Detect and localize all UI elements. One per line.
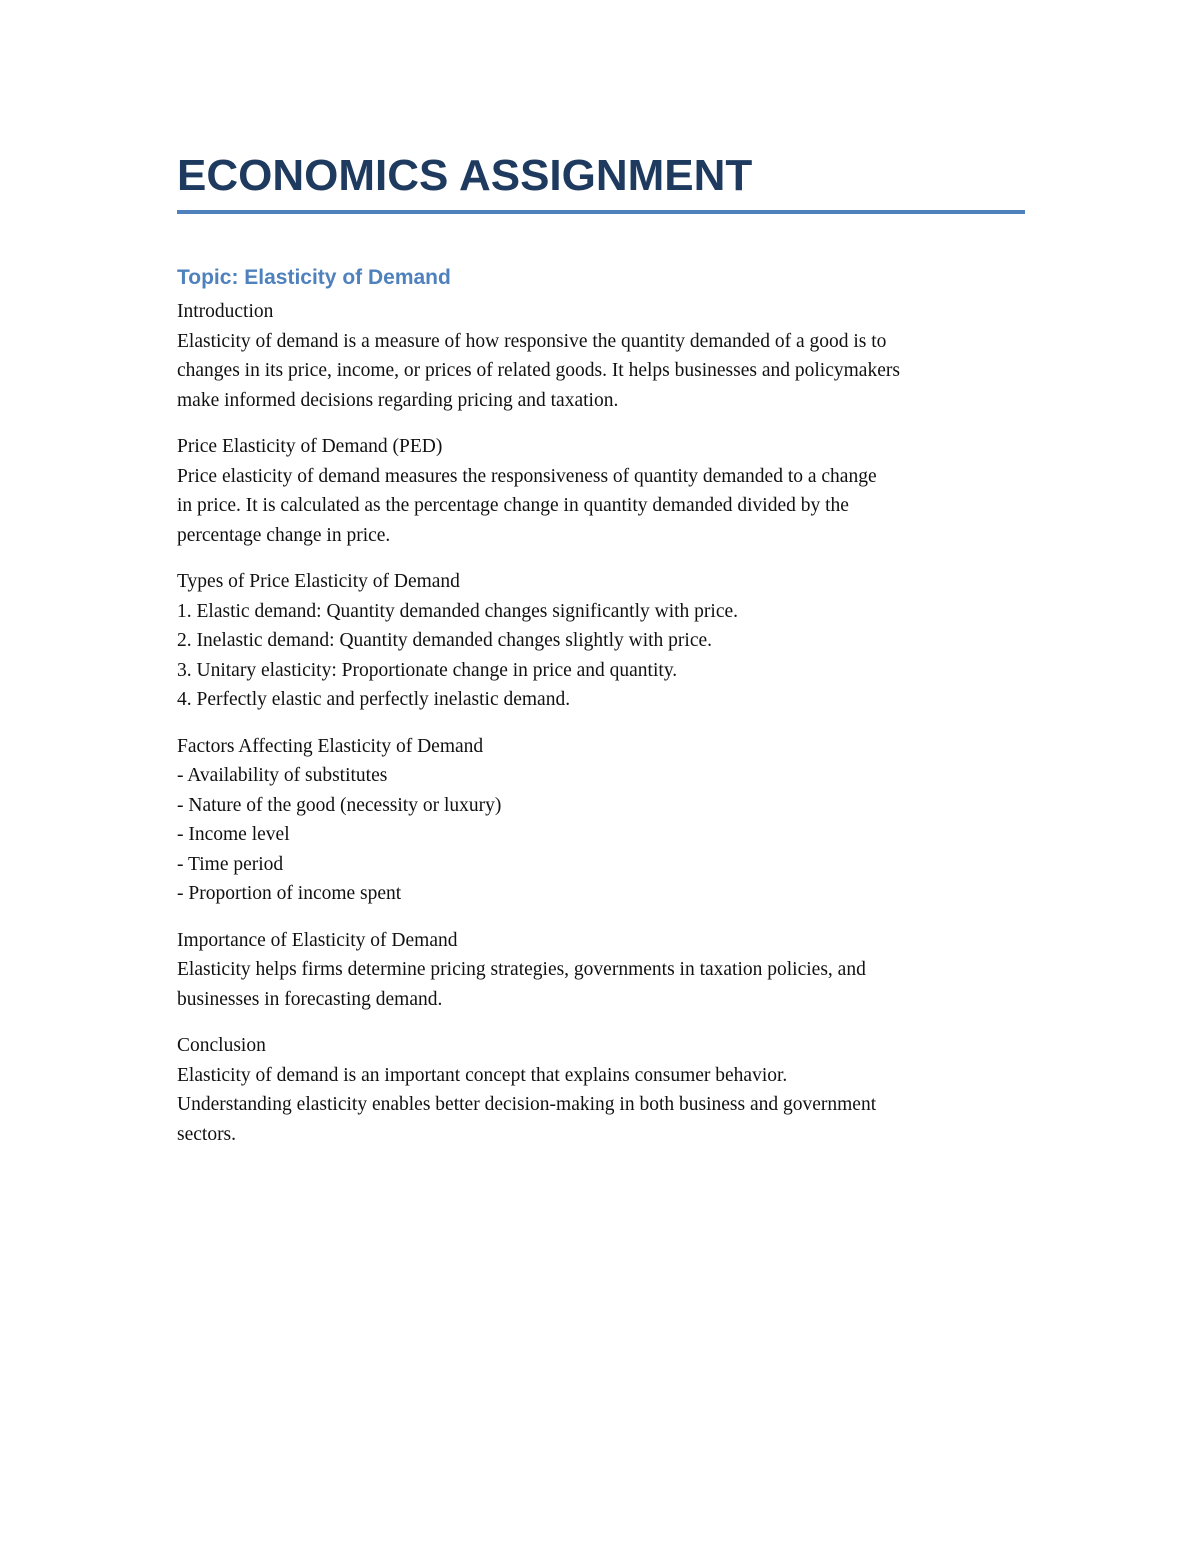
title-underline: [177, 210, 1025, 214]
section-factors: [177, 732, 1025, 909]
paragraph-line: Understanding elasticity enables better decision-making in both business and government: [177, 1094, 877, 1115]
list-item: - Proportion of income spent: [177, 883, 402, 904]
paragraph-line: sectors.: [177, 1123, 237, 1145]
topic-heading: Topic: Elasticity of Demand: [177, 266, 451, 289]
paragraph-line: changes in its price, income, or prices of related goods. It helps businesses and policymakers: [177, 360, 900, 381]
list-item: 2. Inelastic demand: Quantity demanded changes slightly with price.: [177, 630, 713, 651]
paragraph-line: Elasticity of demand is a measure of how responsive the quantity demanded of a good is to: [177, 330, 887, 352]
paragraph-line: businesses in forecasting demand.: [177, 988, 443, 1010]
paragraph-line: percentage change in price.: [177, 524, 391, 546]
paragraph-line: Price elasticity of demand measures the responsiveness of quantity demanded to a change: [177, 465, 877, 487]
document-title: ECONOMICS ASSIGNMENT: [177, 151, 753, 200]
list-item: - Availability of substitutes: [177, 765, 388, 786]
paragraph-line: Elasticity helps firms determine pricing strategies, governments in taxation policies, and: [177, 959, 866, 980]
section-price-elasticity: [177, 432, 1025, 550]
section-heading: Factors Affecting Elasticity of Demand: [177, 735, 484, 757]
section-conclusion: [177, 1031, 1025, 1149]
section-heading: Price Elasticity of Demand (PED): [177, 436, 443, 457]
list-item: 4. Perfectly elastic and perfectly inelastic demand.: [177, 689, 571, 710]
section-introduction: [177, 297, 1025, 415]
document-content: [177, 148, 1025, 1166]
list-item: 1. Elastic demand: Quantity demanded changes significantly with price.: [177, 600, 739, 622]
list-item: 3. Unitary elasticity: Proportionate change in price and quantity.: [177, 659, 678, 681]
list-item: - Income level: [177, 824, 290, 845]
section-importance: [177, 926, 1025, 1015]
section-heading: Conclusion: [177, 1035, 266, 1056]
section-types: [177, 567, 1025, 715]
section-heading: Importance of Elasticity of Demand: [177, 929, 458, 951]
paragraph-line: make informed decisions regarding pricing and taxation.: [177, 389, 619, 411]
list-item: - Time period: [177, 853, 284, 875]
list-item: - Nature of the good (necessity or luxury): [177, 794, 502, 816]
section-heading: Types of Price Elasticity of Demand: [177, 571, 460, 592]
paragraph-line: Elasticity of demand is an important concept that explains consumer behavior.: [177, 1064, 788, 1086]
paragraph-line: in price. It is calculated as the percentage change in quantity demanded divided by the: [177, 495, 849, 516]
section-heading: Introduction: [177, 301, 274, 322]
